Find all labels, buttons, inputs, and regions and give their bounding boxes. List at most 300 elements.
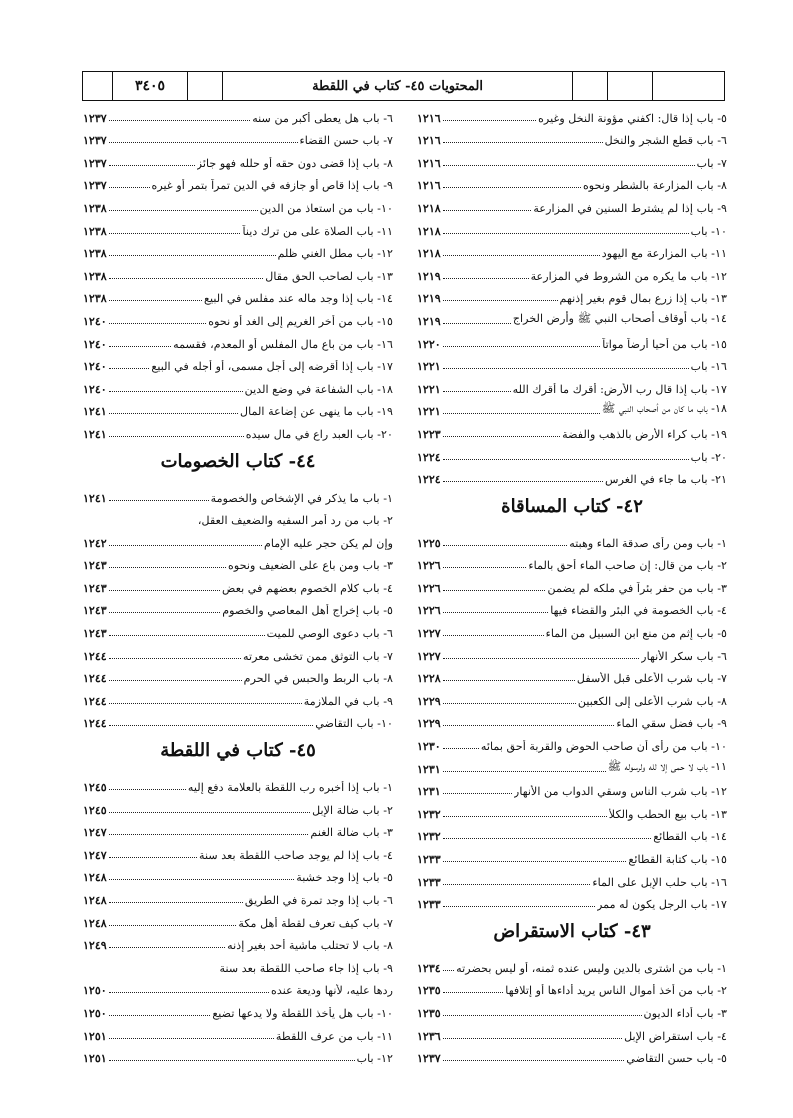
toc-entry bbox=[83, 930, 393, 953]
entry-page-number: ١٢٢١ bbox=[417, 382, 441, 396]
toc-entry bbox=[83, 215, 393, 238]
dot-leader bbox=[109, 210, 258, 211]
dot-leader bbox=[443, 210, 532, 211]
dot-leader bbox=[443, 816, 607, 817]
entry-title: ١- باب ومن رأى صدقة الماء وهبته bbox=[569, 536, 727, 550]
entry-page-number: ١٢٣٢ bbox=[417, 830, 441, 844]
dot-leader bbox=[109, 680, 242, 681]
toc-entry bbox=[83, 283, 393, 306]
dot-leader bbox=[109, 346, 171, 347]
entry-title: ١٥- باب كتابة القطائع bbox=[628, 853, 727, 866]
entry-title: ١١- باب من عرف اللقطة bbox=[275, 1029, 393, 1043]
toc-entry bbox=[83, 125, 393, 148]
entry-page-number: ١٢٢١ bbox=[417, 360, 441, 374]
entry-title: ١٥- باب من أحيا أرضاً مواتاً bbox=[602, 337, 727, 351]
entry-title: ١٥- باب من أخر الغريم إلى الغد أو نحوه bbox=[208, 314, 393, 328]
dot-leader bbox=[109, 142, 298, 143]
toc-entry bbox=[83, 975, 393, 998]
toc-entry bbox=[83, 685, 393, 708]
entry-title: ٦- باب إذا وجد تمرة في الطريق bbox=[244, 894, 393, 907]
entry-title: ٥- باب إذا قال: اكفني مؤونة النخل وغيره bbox=[538, 111, 727, 125]
entry-page-number: ١٢٤٤ bbox=[83, 672, 107, 686]
entry-title: ٩- باب إذا قاص أو جازفه في الدين تمراً بتمر أو غيره bbox=[151, 179, 393, 193]
dot-leader bbox=[109, 567, 226, 568]
entry-title: ٣- باب ضالة الغنم bbox=[310, 826, 393, 840]
toc-entry bbox=[417, 527, 727, 550]
dot-leader bbox=[443, 481, 603, 482]
entry-page-number: ١٢٤٣ bbox=[83, 559, 107, 573]
dot-leader bbox=[109, 834, 309, 835]
dot-leader bbox=[109, 165, 195, 166]
toc-entry bbox=[83, 527, 393, 550]
entry-page-number: ١٢٤١ bbox=[83, 427, 107, 441]
entry-title: ٥- باب إذا وجد خشبة bbox=[296, 871, 393, 885]
entry-page-number: ١٢٣٨ bbox=[83, 224, 107, 238]
entry-page-number: ١٢٣٦ bbox=[417, 1029, 441, 1043]
entry-page-number: ١٢١٩ bbox=[417, 314, 441, 328]
entry-title: ١١- باب الصلاة على من ترك ديناً bbox=[242, 224, 393, 238]
entry-title: ١٣- باب لصاحب الحق مقال bbox=[265, 269, 393, 283]
entry-page-number: ١٢٣٠ bbox=[417, 740, 441, 754]
dot-leader bbox=[443, 590, 546, 591]
toc-entry bbox=[417, 1020, 727, 1043]
toc-entry bbox=[83, 997, 393, 1020]
entry-page-number: ١٢٣١ bbox=[417, 762, 441, 776]
toc-entry bbox=[83, 884, 393, 907]
toc-entry bbox=[417, 550, 727, 573]
toc-entry bbox=[417, 685, 727, 708]
dot-leader bbox=[443, 165, 695, 166]
entry-title: ٢٠- باب العبد راع في مال سيده bbox=[245, 427, 393, 441]
entry-page-number: ١٢١٨ bbox=[417, 247, 441, 261]
entry-page-number: ١٢٢١ bbox=[417, 405, 441, 419]
toc-entry bbox=[417, 464, 727, 487]
dot-leader bbox=[109, 658, 241, 659]
entry-page-number: ١٢٢٣ bbox=[417, 427, 441, 441]
toc-entry bbox=[417, 260, 727, 283]
entry-title: ١٠- باب هل يأخذ اللقطة ولا يدعها تضيع bbox=[212, 1006, 393, 1020]
dot-leader bbox=[443, 771, 606, 772]
entry-title: ١٤- باب أوقاف أصحاب النبي ﷺ وأرض الخراج bbox=[512, 311, 727, 325]
toc-entry bbox=[417, 125, 727, 148]
entry-page-number: ١٢٢٤ bbox=[417, 450, 441, 464]
entry-title: ١٠- باب من استعاذ من الدين bbox=[259, 201, 393, 215]
entry-page-number: ١٢٣٧ bbox=[417, 1052, 441, 1066]
toc-entry bbox=[417, 776, 727, 799]
entry-page-number: ١٢٣٥ bbox=[417, 984, 441, 998]
dot-leader bbox=[109, 725, 314, 726]
entry-title: ٧- باب التوثق ممن تخشى معرته bbox=[242, 649, 393, 663]
toc-entry bbox=[83, 640, 393, 663]
dot-leader bbox=[109, 992, 269, 993]
toc-entry bbox=[417, 617, 727, 640]
entry-title: ١٢- باب ما يكره من الشروط في المزارعة bbox=[530, 269, 727, 283]
dot-leader bbox=[443, 861, 627, 862]
entry-title: ٢- باب من رد أمر السفيه والضعيف العقل، bbox=[197, 514, 393, 528]
entry-page-number: ١٢٤٤ bbox=[83, 694, 107, 708]
entry-page-number: ١٢٤٤ bbox=[83, 649, 107, 663]
toc-entry bbox=[83, 572, 393, 595]
dot-leader bbox=[109, 1038, 274, 1039]
dot-leader bbox=[109, 300, 202, 301]
entry-title: ١٧- باب إذا أقرضه إلى أجل مسمى، أو أجله في البيع bbox=[151, 360, 393, 374]
dot-leader bbox=[443, 255, 600, 256]
entry-page-number: ١٢١٦ bbox=[417, 179, 441, 193]
dot-leader bbox=[443, 233, 689, 234]
entry-page-number: ١٢٣٣ bbox=[417, 898, 441, 912]
dot-leader bbox=[443, 300, 558, 301]
entry-page-number: ١٢٤٠ bbox=[83, 337, 107, 351]
toc-entry bbox=[83, 170, 393, 193]
dot-leader bbox=[443, 391, 511, 392]
dot-leader bbox=[109, 436, 244, 437]
book-heading: ٤٥- كتاب في اللقطة bbox=[160, 740, 316, 762]
entry-title: ٨- باب لا تحتلب ماشية أحد بغير إذنه bbox=[227, 939, 393, 953]
toc-entry bbox=[417, 753, 727, 776]
entry-page-number: ١٢٣٧ bbox=[83, 134, 107, 148]
entry-title: ١- باب ما يذكر في الإشخاص والخصومة bbox=[210, 491, 393, 505]
dot-leader bbox=[109, 233, 241, 234]
entry-page-number: ١٢٢٦ bbox=[417, 559, 441, 573]
book-heading: ٤٤- كتاب الخصومات bbox=[160, 450, 316, 472]
entry-title: ٦- باب سكر الأنهار bbox=[641, 649, 727, 663]
toc-entry bbox=[417, 843, 727, 866]
toc-entry bbox=[83, 238, 393, 261]
entry-title: ٧- باب bbox=[696, 156, 727, 170]
toc-column-right bbox=[417, 102, 727, 1065]
entry-title: ١١- باب لا حمى إلا لله ولرسوله ﷺ bbox=[607, 759, 727, 773]
entry-title: ٩- باب إذا جاء صاحب اللقطة بعد سنة bbox=[219, 961, 393, 975]
dot-leader bbox=[443, 413, 600, 414]
toc-column-left bbox=[83, 102, 393, 1065]
dot-leader bbox=[109, 187, 150, 188]
entry-page-number: ١٢٢٩ bbox=[417, 717, 441, 731]
book-heading: ٤٢- كتاب المساقاة bbox=[501, 496, 643, 518]
dot-leader bbox=[443, 680, 575, 681]
toc-entry bbox=[83, 794, 393, 817]
dot-leader bbox=[443, 748, 479, 749]
entry-page-number: ١٢٣٤ bbox=[417, 961, 441, 975]
toc-entry bbox=[83, 663, 393, 686]
dot-leader bbox=[109, 323, 207, 324]
entry-page-number: ١٢١٩ bbox=[417, 292, 441, 306]
toc-entry bbox=[83, 328, 393, 351]
entry-page-number: ١٢٣٣ bbox=[417, 875, 441, 889]
entry-title: ٣- باب أداء الديون bbox=[643, 1006, 727, 1020]
dot-leader bbox=[109, 120, 251, 121]
entry-title: ٣- باب ومن باع على الضعيف ونحوه bbox=[228, 559, 393, 573]
entry-title: ١٢- باب مطل الغني ظلم bbox=[277, 247, 393, 261]
entry-page-number: ١٢٣٢ bbox=[417, 807, 441, 821]
dot-leader bbox=[443, 142, 603, 143]
entry-page-number: ١٢٥٠ bbox=[83, 984, 107, 998]
entry-page-number: ١٢٤٥ bbox=[83, 781, 107, 795]
dot-leader bbox=[109, 278, 264, 279]
entry-title: ١٣- باب إذا زرع بمال قوم بغير إذنهم bbox=[559, 292, 727, 306]
entry-title: ٥- باب إخراج أهل المعاصي والخصوم bbox=[222, 604, 393, 618]
entry-title: ٨- باب إذا قضى دون حقه أو حلله فهو جائز bbox=[196, 156, 393, 170]
toc-entry bbox=[417, 663, 727, 686]
toc-entry bbox=[417, 572, 727, 595]
toc-entry bbox=[417, 595, 727, 618]
toc-entry bbox=[417, 192, 727, 215]
toc-entry bbox=[417, 640, 727, 663]
dot-leader bbox=[109, 590, 220, 591]
entry-page-number: ١٢٣٥ bbox=[417, 1006, 441, 1020]
toc-entry bbox=[83, 550, 393, 573]
entry-title: ١٧- باب الرجل يكون له ممر bbox=[596, 898, 727, 912]
entry-title: ٧- باب كيف تعرف لقطة أهل مكة bbox=[238, 916, 393, 930]
toc-entry bbox=[417, 396, 727, 419]
dot-leader bbox=[443, 725, 615, 726]
dot-leader bbox=[443, 120, 536, 121]
entry-page-number: ١٢٤٨ bbox=[83, 871, 107, 885]
dot-leader bbox=[109, 902, 243, 903]
toc-entry bbox=[83, 839, 393, 862]
toc-entry bbox=[417, 373, 727, 396]
toc-entry bbox=[417, 305, 727, 328]
dot-leader bbox=[443, 1015, 642, 1016]
entry-page-number: ١٢١٩ bbox=[417, 269, 441, 283]
toc-entry bbox=[417, 418, 727, 441]
dot-leader bbox=[109, 925, 237, 926]
toc-entry bbox=[83, 192, 393, 215]
entry-title: ١٩- باب ما ينهى عن إضاعة المال bbox=[240, 405, 393, 419]
toc-entry bbox=[83, 396, 393, 419]
entry-page-number: ١٢٤٠ bbox=[83, 382, 107, 396]
toc-entry bbox=[83, 595, 393, 618]
toc-entry bbox=[417, 730, 727, 753]
toc-entry bbox=[417, 866, 727, 889]
entry-title: ١- باب من اشترى بالدين وليس عنده ثمنه، أو ليس بحضرته bbox=[456, 961, 727, 975]
entry-title: ٤- باب الخصومة في البئر والقضاء فيها bbox=[550, 604, 727, 618]
toc-entry bbox=[83, 102, 393, 125]
entry-title: ١٢- باب bbox=[356, 1052, 393, 1066]
header-empty-cell bbox=[608, 72, 653, 100]
toc-entry bbox=[83, 418, 393, 441]
entry-page-number: ١٢٢٤ bbox=[417, 473, 441, 487]
dot-leader bbox=[443, 567, 527, 568]
dot-leader bbox=[109, 812, 310, 813]
toc-entry bbox=[417, 441, 727, 464]
entry-title: ردها عليه، لأنها وديعة عنده bbox=[270, 984, 393, 998]
dot-leader bbox=[109, 857, 197, 858]
header-empty-cell bbox=[83, 72, 113, 100]
toc-entry bbox=[417, 170, 727, 193]
entry-page-number: ١٢٤٤ bbox=[83, 717, 107, 731]
entry-title: ١١- باب المزارعة مع اليهود bbox=[601, 247, 727, 261]
entry-page-number: ١٢٢٨ bbox=[417, 672, 441, 686]
entry-page-number: ١٢٤٩ bbox=[83, 939, 107, 953]
entry-page-number: ١٢٣٨ bbox=[83, 292, 107, 306]
entry-title: ٧- باب شرب الأعلى قبل الأسفل bbox=[576, 672, 727, 686]
entry-page-number: ١٢٣٧ bbox=[83, 156, 107, 170]
entry-page-number: ١٢٢٧ bbox=[417, 649, 441, 663]
entry-title: ١٩- باب كراء الأرض بالذهب والفضة bbox=[562, 427, 727, 441]
entry-page-number: ١٢٢٦ bbox=[417, 581, 441, 595]
toc-entry bbox=[417, 351, 727, 374]
entry-title: ٤- باب كلام الخصوم بعضهم في بعض bbox=[222, 581, 393, 595]
toc-entry bbox=[83, 147, 393, 170]
dot-leader bbox=[109, 789, 186, 790]
toc-entry bbox=[83, 305, 393, 328]
entry-title: ١٤- باب إذا وجد ماله عند مفلس في البيع bbox=[204, 292, 393, 306]
entry-page-number: ١٢٥١ bbox=[83, 1029, 107, 1043]
entry-title: ٨- باب الربط والحبس في الحرم bbox=[243, 672, 393, 686]
entry-page-number: ١٢٤٥ bbox=[83, 803, 107, 817]
dot-leader bbox=[443, 838, 652, 839]
toc-entry bbox=[83, 817, 393, 840]
dot-leader bbox=[109, 255, 276, 256]
entry-page-number: ١٢٢٩ bbox=[417, 694, 441, 708]
dot-leader bbox=[443, 970, 455, 971]
book-heading: ٤٣- كتاب الاستقراض bbox=[493, 921, 651, 943]
toc-entry bbox=[83, 1043, 393, 1066]
dot-leader bbox=[109, 545, 262, 546]
entry-title: ٨- باب المزارعة بالشطر ونحوه bbox=[582, 179, 727, 193]
header-empty-cell bbox=[573, 72, 608, 100]
dot-leader bbox=[109, 947, 226, 948]
dot-leader bbox=[443, 612, 549, 613]
entry-page-number: ١٢٣٨ bbox=[83, 201, 107, 215]
page-number: ٣٤٠٥ bbox=[113, 72, 188, 100]
entry-page-number: ١٢٤٠ bbox=[83, 360, 107, 374]
entry-title: ٩- باب في الملازمة bbox=[303, 694, 393, 708]
toc-entry bbox=[83, 482, 393, 505]
running-title: المحتويات ٤٥- كتاب في اللقطة bbox=[223, 72, 573, 100]
dot-leader bbox=[443, 187, 581, 188]
toc-entry bbox=[83, 1020, 393, 1043]
entry-page-number: ١٢١٦ bbox=[417, 111, 441, 125]
entry-page-number: ١٢٤٢ bbox=[83, 536, 107, 550]
entry-title: ١٠- باب من رأى أن صاحب الحوض والقربة أحق بمائه bbox=[480, 740, 727, 754]
entry-page-number: ١٢٢٠ bbox=[417, 337, 441, 351]
toc-entry bbox=[83, 373, 393, 396]
toc-entry bbox=[83, 505, 393, 528]
entry-title: ٣- باب من حفر بئراً في ملكه لم يضمن bbox=[547, 581, 727, 595]
toc-entry bbox=[83, 708, 393, 731]
entry-title: ٩- باب فضل سقي الماء bbox=[616, 717, 727, 731]
dot-leader bbox=[109, 391, 243, 392]
entry-title: ٤- باب استقراض الإبل bbox=[624, 1029, 727, 1043]
dot-leader bbox=[443, 635, 544, 636]
entry-title: ١- باب إذا أخبره رب اللقطة بالعلامة دفع إليه bbox=[187, 781, 393, 795]
entry-title: ٦- باب دعوى الوصي للميت bbox=[266, 627, 393, 641]
entry-page-number: ١٢٤٧ bbox=[83, 848, 107, 862]
dot-leader bbox=[109, 879, 295, 880]
dot-leader bbox=[109, 1060, 355, 1061]
entry-page-number: ١٢٤٨ bbox=[83, 916, 107, 930]
entry-title: ١٢- باب شرب الناس وسقي الدواب من الأنهار bbox=[513, 785, 727, 799]
toc-entry bbox=[83, 260, 393, 283]
dot-leader bbox=[443, 793, 512, 794]
entry-page-number: ١٢٤١ bbox=[83, 405, 107, 419]
entry-page-number: ١٢١٨ bbox=[417, 224, 441, 238]
toc-entry bbox=[83, 617, 393, 640]
dot-leader bbox=[443, 1060, 625, 1061]
entry-title: ٦- باب قطع الشجر والنخل bbox=[604, 134, 727, 148]
header-empty-cell bbox=[653, 72, 723, 100]
entry-page-number: ١٢٢٦ bbox=[417, 604, 441, 618]
entry-page-number: ١٢٣١ bbox=[417, 785, 441, 799]
entry-title: ١٦- باب bbox=[690, 360, 727, 374]
entry-title: ١٧- باب إذا قال رب الأرض: أقرك ما أقرك الله bbox=[512, 382, 727, 396]
dot-leader bbox=[443, 436, 560, 437]
toc-entry bbox=[83, 771, 393, 794]
toc-entry bbox=[83, 952, 393, 975]
entry-page-number: ١٢٤٨ bbox=[83, 894, 107, 907]
dot-leader bbox=[443, 906, 595, 907]
entry-page-number: ١٢٣٧ bbox=[83, 111, 107, 125]
entry-title: ١٣- باب بيع الحطب والكلأ bbox=[608, 807, 727, 821]
dot-leader bbox=[109, 500, 209, 501]
entry-page-number: ١٢٣٨ bbox=[83, 269, 107, 283]
entry-title: ٢- باب من قال: إن صاحب الماء أحق بالماء bbox=[528, 559, 727, 573]
dot-leader bbox=[109, 1015, 211, 1016]
dot-leader bbox=[443, 545, 568, 546]
entry-title: ١٨- باب ما كان من أصحاب النبي ﷺ bbox=[601, 402, 727, 416]
dot-leader bbox=[443, 278, 529, 279]
entry-page-number: ١٢٤٣ bbox=[83, 604, 107, 618]
entry-title: وإن لم يكن حجر عليه الإمام bbox=[263, 536, 393, 550]
entry-title: ٢٠- باب bbox=[690, 450, 727, 464]
entry-title: ٦- باب هل يعطى أكبر من سنه bbox=[252, 111, 393, 125]
entry-page-number: ١٢١٨ bbox=[417, 201, 441, 215]
dot-leader bbox=[443, 346, 601, 347]
toc-entry bbox=[417, 798, 727, 821]
entry-page-number: ١٢٣٣ bbox=[417, 853, 441, 866]
dot-leader bbox=[443, 992, 504, 993]
toc-entry bbox=[417, 147, 727, 170]
entry-page-number: ١٢٢٥ bbox=[417, 536, 441, 550]
entry-page-number: ١٢٣٨ bbox=[83, 247, 107, 261]
dot-leader bbox=[443, 368, 689, 369]
entry-page-number: ١٢١٦ bbox=[417, 156, 441, 170]
toc-entry bbox=[417, 997, 727, 1020]
entry-title: ١٦- باب حلب الإبل على الماء bbox=[592, 875, 727, 889]
toc-entry bbox=[417, 102, 727, 125]
entry-title: ٧- باب حسن القضاء bbox=[299, 134, 393, 148]
toc-entry bbox=[417, 708, 727, 731]
header-empty-cell bbox=[188, 72, 223, 100]
toc-entry bbox=[83, 862, 393, 885]
entry-title: ٩- باب إذا لم يشترط السنين في المزارعة bbox=[533, 201, 727, 215]
toc-entry bbox=[417, 975, 727, 998]
entry-page-number: ١٢٤٧ bbox=[83, 826, 107, 840]
dot-leader bbox=[109, 703, 302, 704]
entry-title: ٨- باب شرب الأعلى إلى الكعبين bbox=[577, 694, 727, 708]
entry-title: ٢١- باب ما جاء في الغرس bbox=[604, 473, 727, 487]
dot-leader bbox=[443, 703, 576, 704]
entry-page-number: ١٢٤١ bbox=[83, 491, 107, 505]
dot-leader bbox=[443, 1038, 622, 1039]
entry-title: ٤- باب إذا لم يوجد صاحب اللقطة بعد سنة bbox=[198, 848, 393, 862]
toc-entry bbox=[417, 889, 727, 912]
entry-title: ١٠- باب bbox=[690, 224, 727, 238]
entry-page-number: ١٢٥٠ bbox=[83, 1006, 107, 1020]
toc-entry bbox=[83, 351, 393, 374]
entry-page-number: ١٢٣٧ bbox=[83, 179, 107, 193]
toc-entry bbox=[83, 907, 393, 930]
toc-entry bbox=[417, 952, 727, 975]
entry-title: ١٦- باب من باع مال المفلس أو المعدم، فقسمه bbox=[173, 337, 393, 351]
entry-page-number: ١٢٤٣ bbox=[83, 627, 107, 641]
toc-entry bbox=[417, 1043, 727, 1066]
dot-leader bbox=[109, 612, 221, 613]
entry-title: ١٨- باب الشفاعة في وضع الدين bbox=[244, 382, 393, 396]
dot-leader bbox=[109, 413, 238, 414]
entry-title: ٥- باب حسن التقاضي bbox=[626, 1052, 727, 1066]
